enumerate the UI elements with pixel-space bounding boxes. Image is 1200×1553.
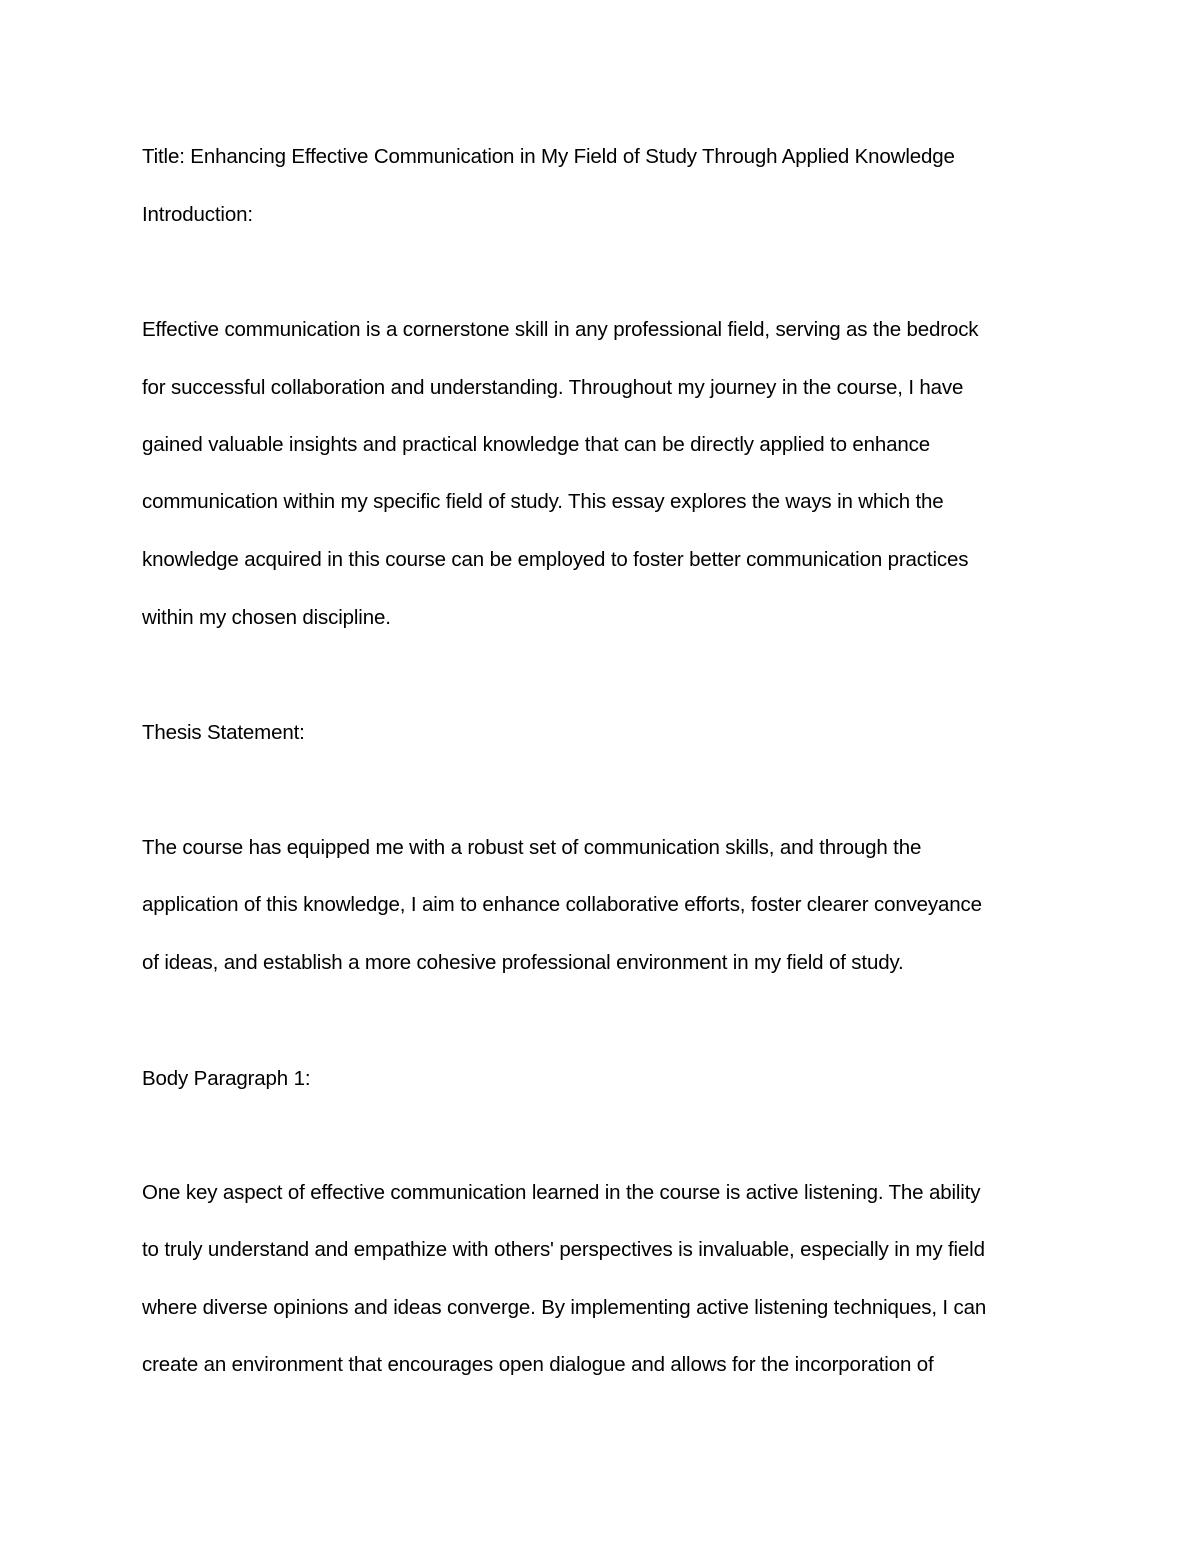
introduction-line: Effective communication is a cornerstone skill in any professional field, serving as the bedrock	[142, 318, 979, 341]
introduction-line: within my chosen discipline.	[142, 606, 391, 629]
document-title: Title: Enhancing Effective Communication in My Field of Study Through Applied Knowledge	[142, 145, 955, 168]
introduction-line: communication within my specific field of study. This essay explores the ways in which the	[142, 490, 944, 513]
introduction-heading: Introduction:	[142, 203, 253, 226]
body-paragraph-1-line: One key aspect of effective communication learned in the course is active listening. The ability	[142, 1181, 981, 1204]
thesis-line: application of this knowledge, I aim to enhance collaborative efforts, foster clearer conveyance	[142, 893, 982, 916]
thesis-line: The course has equipped me with a robust set of communication skills, and through the	[142, 836, 922, 859]
body-paragraph-1-line: create an environment that encourages open dialogue and allows for the incorporation of	[142, 1353, 934, 1376]
introduction-line: for successful collaboration and understanding. Throughout my journey in the course, I have	[142, 376, 964, 399]
thesis-line: of ideas, and establish a more cohesive professional environment in my field of study.	[142, 951, 904, 974]
body-paragraph-1-heading: Body Paragraph 1:	[142, 1067, 311, 1090]
body-paragraph-1-line: to truly understand and empathize with others' perspectives is invaluable, especially in my field	[142, 1238, 985, 1261]
introduction-line: knowledge acquired in this course can be employed to foster better communication practices	[142, 548, 969, 571]
body-paragraph-1-line: where diverse opinions and ideas converge. By implementing active listening techniques, I can	[142, 1296, 987, 1319]
introduction-line: gained valuable insights and practical knowledge that can be directly applied to enhance	[142, 433, 930, 456]
thesis-heading: Thesis Statement:	[142, 721, 305, 744]
